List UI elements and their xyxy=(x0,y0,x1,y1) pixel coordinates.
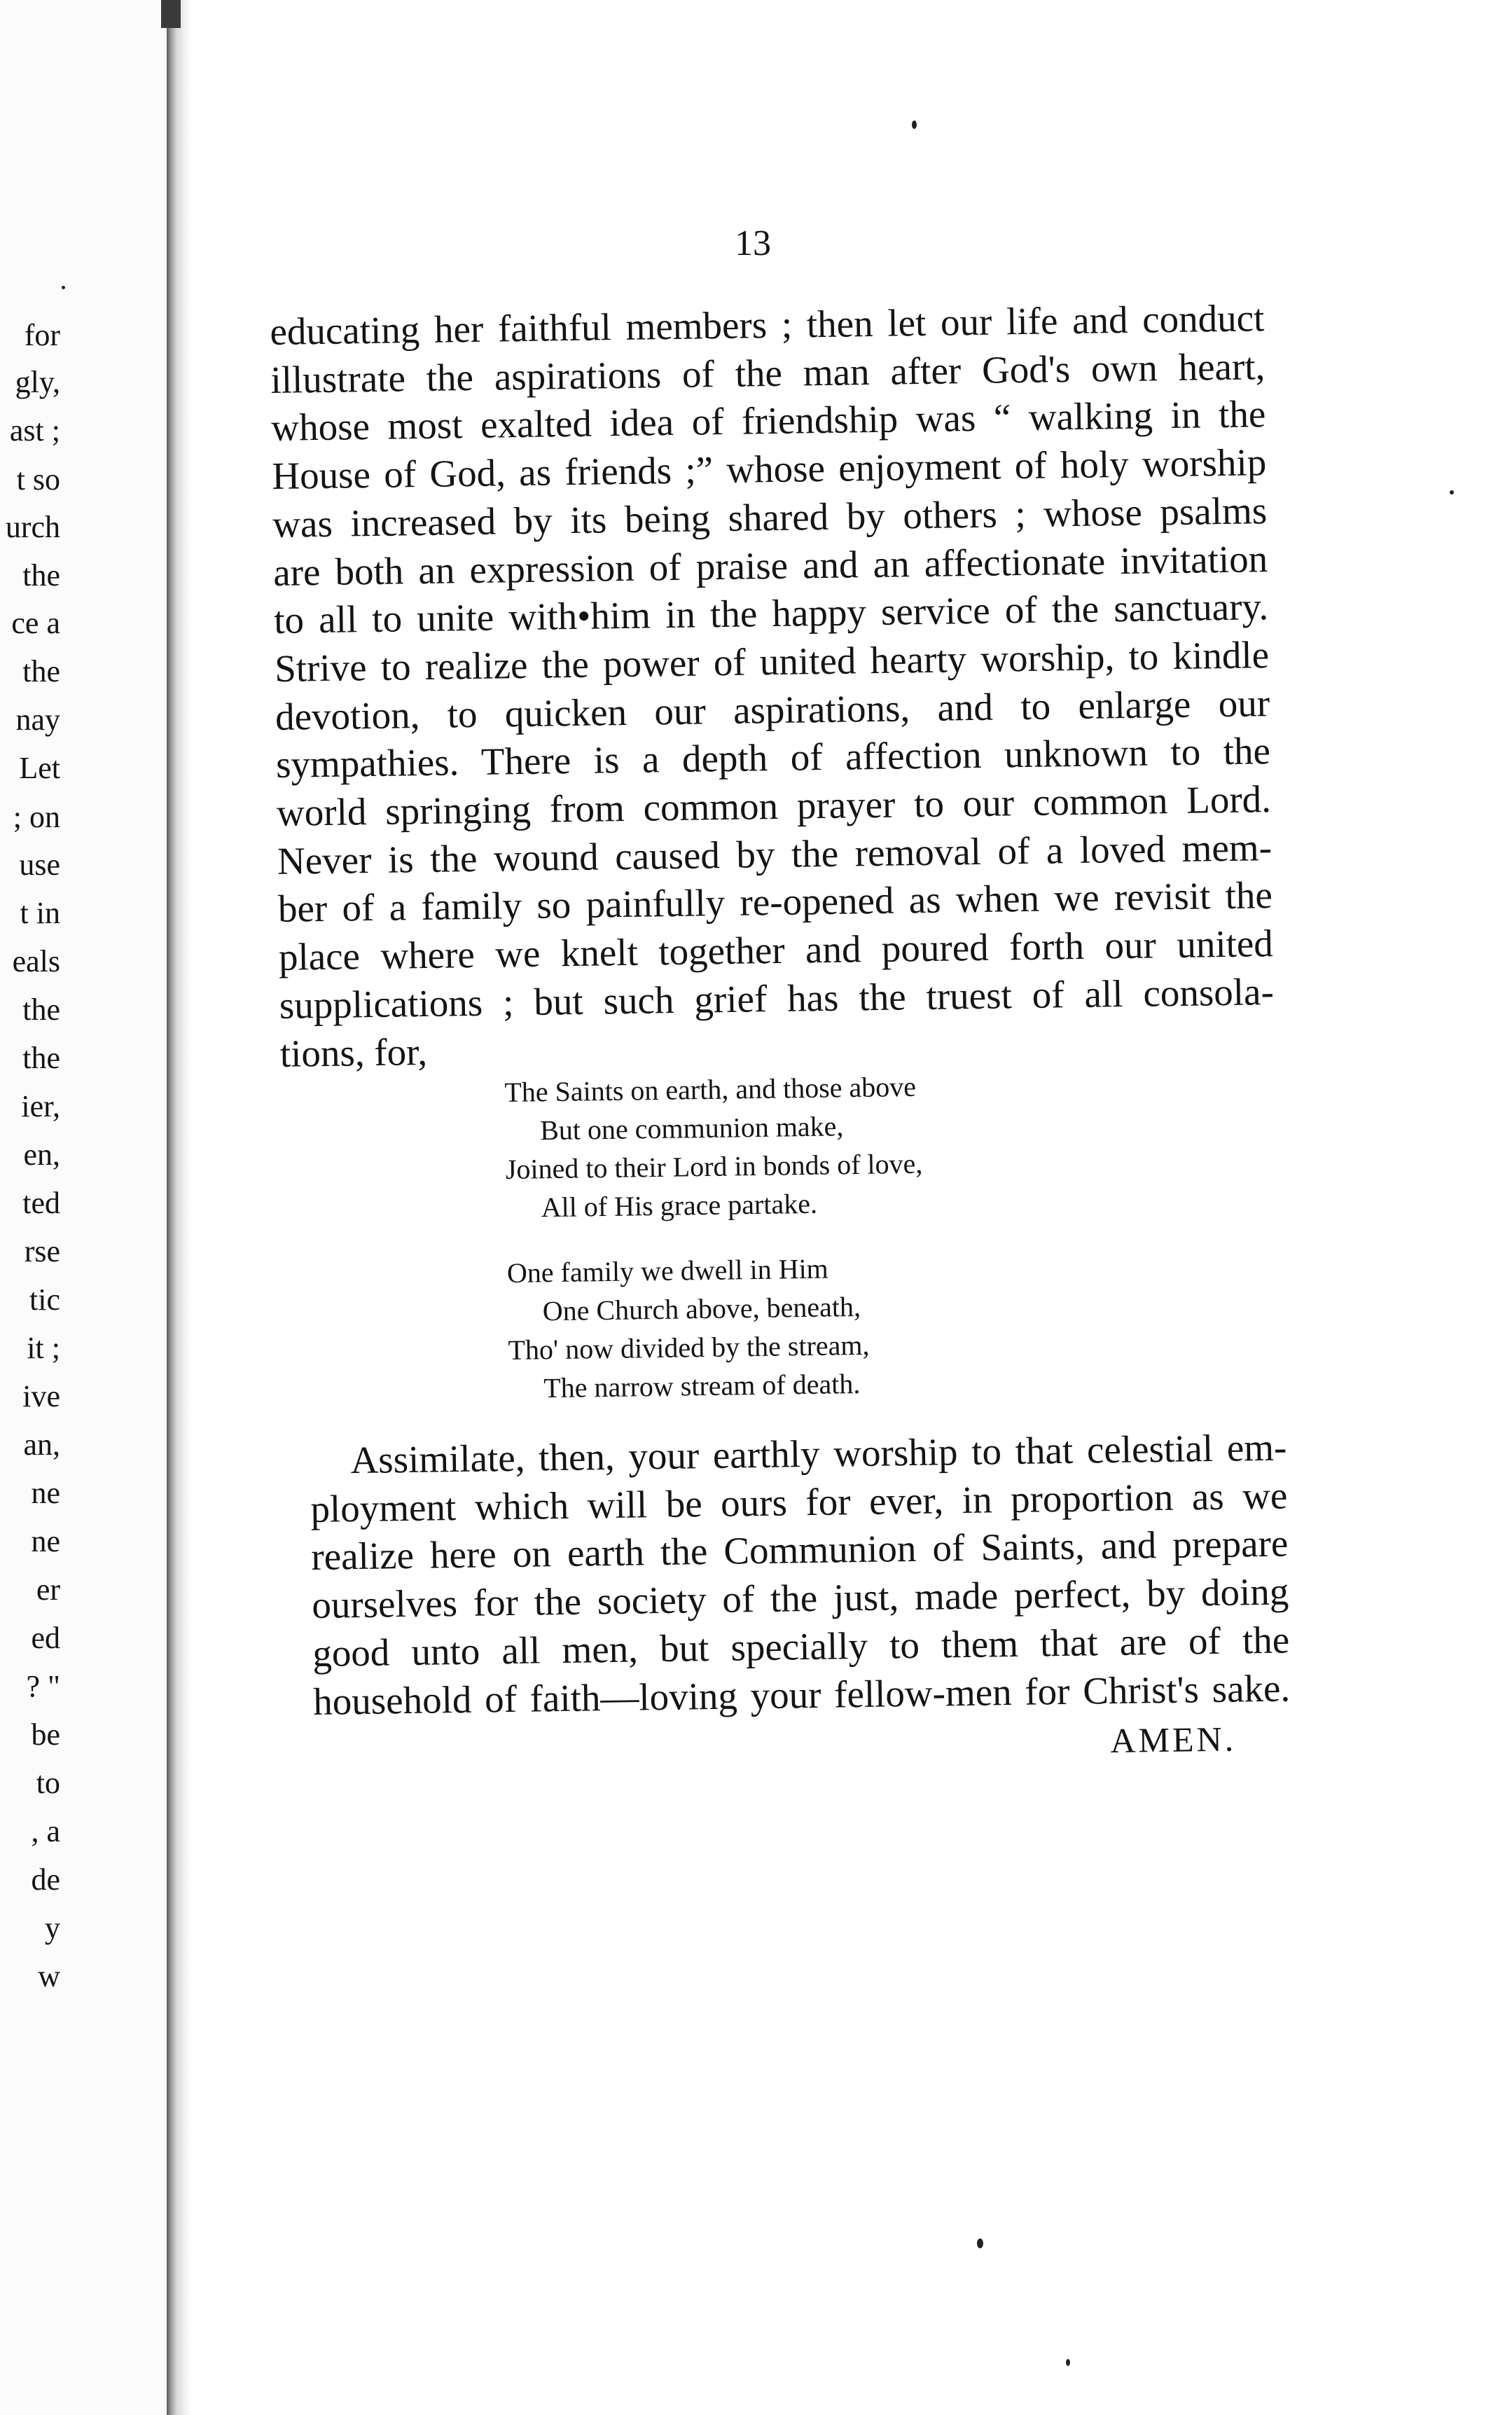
paragraph-2 xyxy=(310,1424,1291,1727)
stanza-2 xyxy=(507,1246,1041,1408)
verse-line: One family we dwell in Him xyxy=(506,1252,829,1289)
facing-page-fragment: , a xyxy=(31,1814,60,1848)
facing-page-fragment: urch xyxy=(5,510,60,544)
facing-page-fragment: ast ; xyxy=(9,413,60,448)
text-line: household of faith—loving your fellow-men for Christ's sake. xyxy=(312,1666,1291,1723)
text-line: Never is the wound caused by the removal of a loved mem- xyxy=(277,825,1272,883)
facing-page-fragment: w xyxy=(38,1959,60,1993)
facing-page-fragment: ; on xyxy=(13,800,60,834)
facing-page-fragment: de xyxy=(31,1862,60,1897)
gutter-shadow xyxy=(161,0,181,28)
facing-page-fragment: t in xyxy=(20,896,60,930)
facing-page-fragment: ce a xyxy=(11,606,60,640)
print-speck xyxy=(1066,2359,1070,2366)
text-line: educating her faithful members ; then let our life and conduct xyxy=(270,296,1265,353)
print-speck xyxy=(1450,490,1454,494)
text-line: sympathies. There is a depth of affection unknown to the xyxy=(275,729,1271,787)
facing-page-fragment: to xyxy=(36,1766,60,1800)
verse-line: All of His grace partake. xyxy=(541,1187,818,1224)
print-speck xyxy=(977,2238,983,2248)
text-line: good unto all men, but specially to them that are of the xyxy=(312,1618,1290,1675)
facing-page-fragment: the xyxy=(22,1041,60,1075)
facing-page-fragment: be xyxy=(31,1717,60,1752)
verse-line: One Church above, beneath, xyxy=(542,1290,861,1327)
closing-amen: AMEN. xyxy=(1110,1719,1237,1760)
text-line: to all to unite with•him in the happy service of the sanctuary. xyxy=(273,585,1269,642)
text-line: are both an expression of praise and an affectionate invitation xyxy=(272,537,1268,594)
text-line: House of God, as friends ;” whose enjoyment of holy worship xyxy=(271,441,1267,498)
verse-line: But one communion make, xyxy=(539,1110,844,1147)
facing-page-fragment: ier, xyxy=(21,1089,60,1123)
facing-page-fragment: ive xyxy=(22,1379,60,1413)
verse-line: Joined to their Lord in bonds of love, xyxy=(505,1147,923,1185)
facing-page-fragment: ted xyxy=(22,1186,60,1220)
text-line: whose most exalted idea of friendship was “ walking in the xyxy=(270,392,1266,450)
text-line: ber of a family so painfully re-opened as when we revisit the xyxy=(277,873,1273,931)
facing-page-fragment: en, xyxy=(23,1137,60,1172)
facing-page-fragment: y xyxy=(45,1911,60,1945)
facing-page-fragment: it ; xyxy=(27,1331,60,1365)
verse-line: Tho' now divided by the stream, xyxy=(508,1329,870,1366)
facing-page-fragment: ne xyxy=(31,1524,60,1558)
facing-page-fragment: ed xyxy=(31,1621,60,1655)
text-line: ourselves for the society of the just, made perfect, by doing xyxy=(311,1570,1289,1627)
hymn-verse xyxy=(504,1065,1041,1434)
facing-page-fragment: an, xyxy=(23,1427,60,1462)
print-speck xyxy=(62,286,65,289)
verse-line: The Saints on earth, and those above xyxy=(504,1070,917,1108)
facing-page-fragment: use xyxy=(19,847,60,882)
facing-page-fragment: nay xyxy=(15,703,60,737)
text-line: tions, for, xyxy=(279,1030,428,1075)
facing-page-fragment: tic xyxy=(29,1282,60,1317)
facing-page-fragment: er xyxy=(36,1572,60,1607)
facing-page-fragment: the xyxy=(22,558,60,593)
print-speck xyxy=(912,120,917,129)
facing-page-fragment: gly, xyxy=(15,365,60,399)
facing-page-fragment: Let xyxy=(19,751,60,785)
text-line: Strive to realize the power of united hearty worship, to kindle xyxy=(274,633,1270,690)
book-gutter xyxy=(167,0,190,2415)
page-number: 13 xyxy=(735,223,771,263)
paragraph-1 xyxy=(270,294,1275,1078)
text-line: world springing from common prayer to our common Lord. xyxy=(276,777,1272,834)
facing-page-fragment: rse xyxy=(24,1234,60,1268)
facing-page-fragment: t so xyxy=(16,462,60,497)
facing-page-fragment: the xyxy=(22,992,60,1027)
facing-page-fragment: eals xyxy=(12,944,60,978)
text-line: ployment which will be ours for ever, in proportion as we xyxy=(310,1474,1288,1530)
text-line: was increased by its being shared by others ; whose psalms xyxy=(272,488,1268,546)
text-line: supplications ; but such grief has the truest of all consola- xyxy=(279,969,1275,1027)
facing-page-fragment: ? " xyxy=(26,1669,60,1703)
facing-page-fragment: the xyxy=(22,654,60,688)
text-line: devotion, to quicken our aspirations, and to enlarge our xyxy=(275,681,1270,738)
stanza-1 xyxy=(504,1065,1039,1227)
facing-page-fragment: for xyxy=(24,318,60,352)
text-line: place where we knelt together and poured forth our united xyxy=(278,922,1274,979)
text-line: illustrate the aspirations of the man after God's own heart, xyxy=(270,344,1265,401)
facing-page-fragment: ne xyxy=(31,1476,60,1510)
text-line: realize here on earth the Communion of Saints, and prepare xyxy=(310,1521,1289,1579)
verse-line: The narrow stream of death. xyxy=(543,1367,861,1404)
text-line: Assimilate, then, your earthly worship to that celestial em- xyxy=(350,1425,1287,1482)
